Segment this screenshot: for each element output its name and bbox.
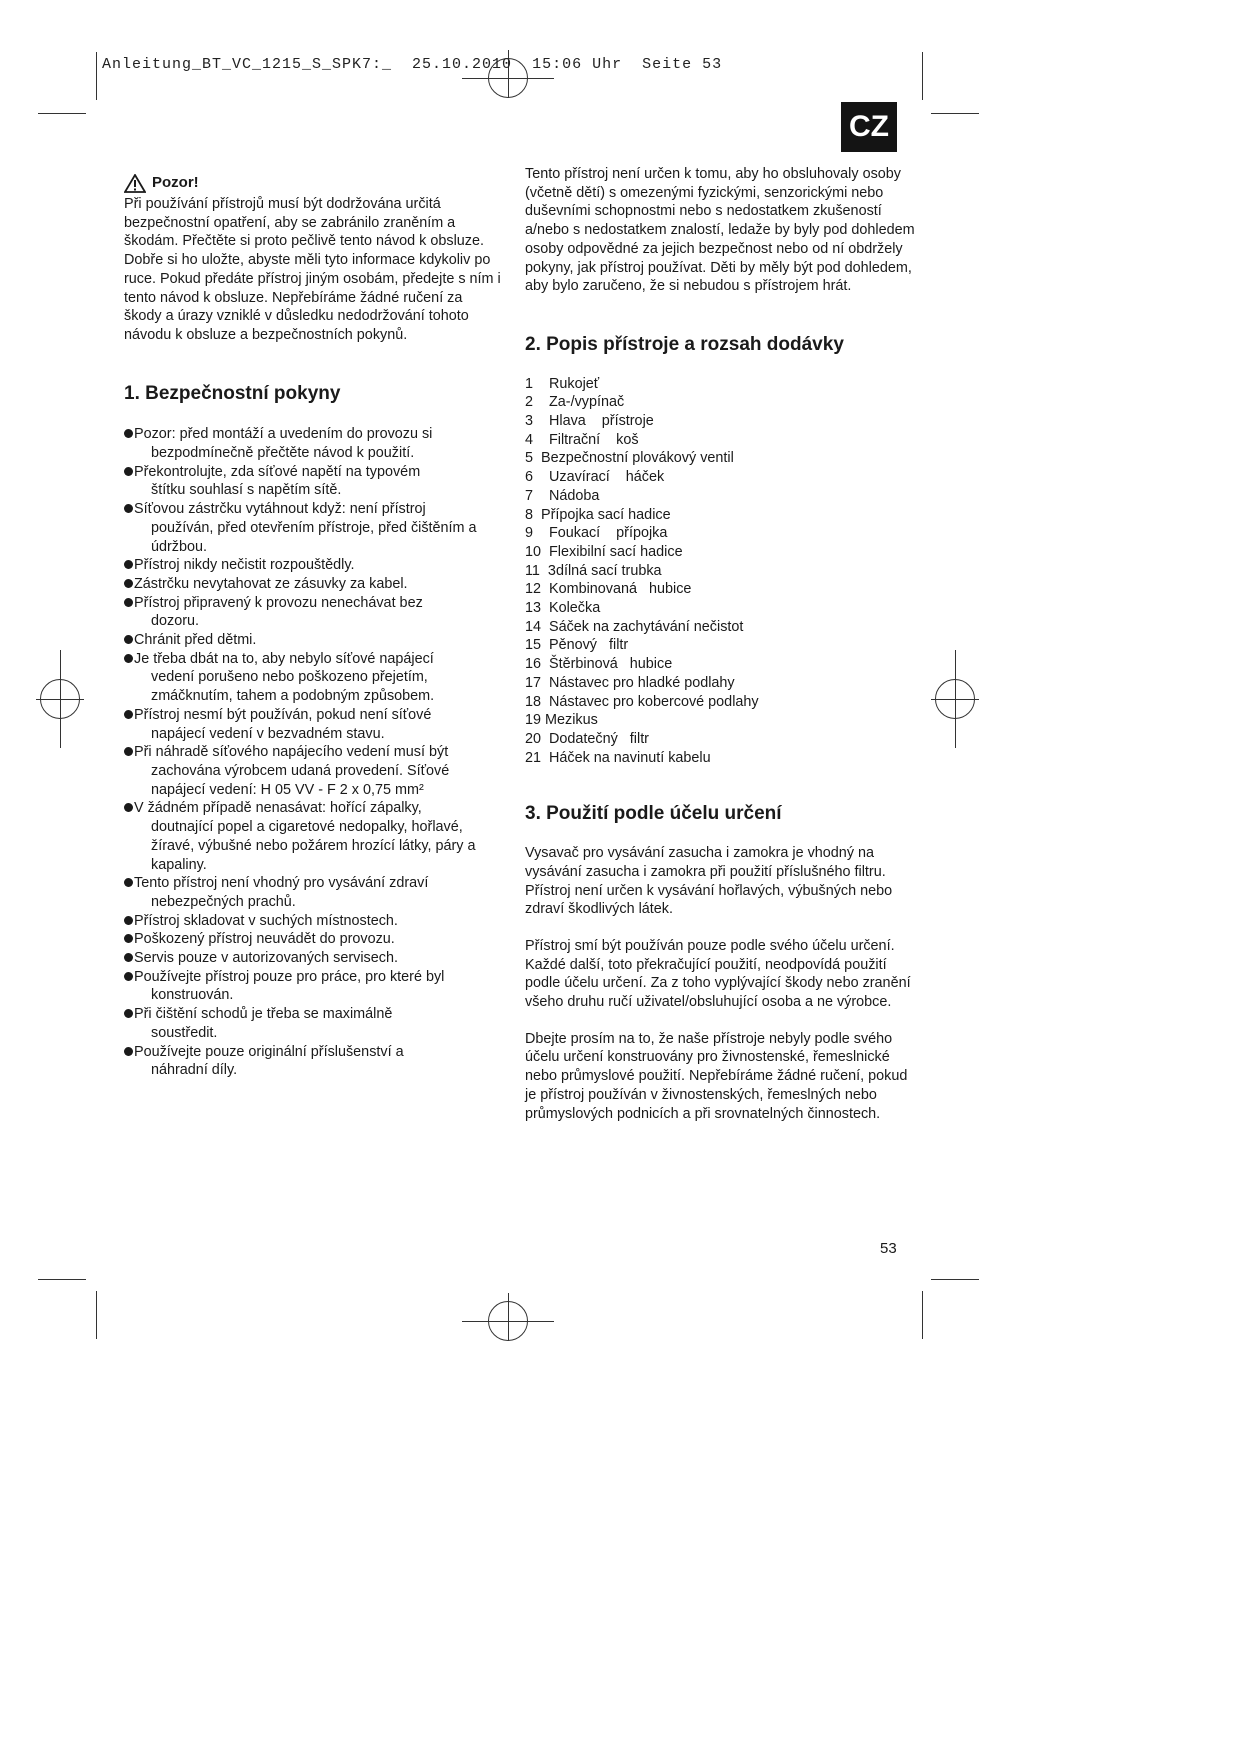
bullet-icon <box>124 579 133 588</box>
list-item: 6 Uzavírací háček <box>525 469 665 486</box>
bullet-icon <box>124 803 133 812</box>
paragraph: Přístroj smí být používán pouze podle svého účelu určení. Každé další, toto překračující použití, neodpovídá použití podle účelu určení. Za z toho vyplývající škody nebo zranění všeho druhu ručí uživatel/obsluhující osoba a ne výrobce. <box>525 937 911 1011</box>
list-item: 7 Nádoba <box>525 487 600 504</box>
list-item: Přístroj nesmí být používán, pokud není síťové napájecí vedení v bezvadném stavu. <box>124 706 502 743</box>
list-item: Zástrčku nevytahovat ze zásuvky za kabel. <box>124 575 502 594</box>
crop-mark <box>38 1279 86 1280</box>
list-item: Přístroj skladovat v suchých místnostech. <box>124 912 502 931</box>
list-item: Poškozený přístroj neuvádět do provozu. <box>124 930 502 949</box>
bullet-icon <box>124 560 133 569</box>
list-item: 21 Háček na navinutí kabelu <box>525 749 711 766</box>
bullet-icon <box>124 710 133 719</box>
bullet-icon <box>124 504 133 513</box>
list-item: 18 Nástavec pro kobercové podlahy <box>525 693 759 710</box>
list-item: Síťovou zástrčku vytáhnout když: není přístroj používán, před otevřením přístroje, před čištěním a údržbou. <box>124 500 502 556</box>
bullet-icon <box>124 972 133 981</box>
left-column <box>124 174 502 1080</box>
bullet-icon <box>124 1009 133 1018</box>
bullet-icon <box>124 598 133 607</box>
list-item: Přístroj připravený k provozu nenechávat bez dozoru. <box>124 594 502 631</box>
crop-mark <box>922 52 923 100</box>
bullet-icon <box>124 934 133 943</box>
list-item: 19 Mezikus <box>525 712 598 729</box>
list-item: Používejte pouze originální příslušenství a náhradní díly. <box>124 1043 502 1080</box>
list-item: Servis pouze v autorizovaných servisech. <box>124 949 502 968</box>
list-item: 4 Filtrační koš <box>525 431 639 448</box>
crop-mark <box>96 1291 97 1339</box>
crop-mark <box>38 113 86 114</box>
registration-mark <box>60 650 61 748</box>
warning-heading <box>124 174 502 193</box>
list-item: Používejte přístroj pouze pro práce, pro které byl konstruován. <box>124 968 502 1005</box>
paragraph: Vysavač pro vysávání zasucha i zamokra je vhodný na vysávání zasucha i zamokra při použití příslušného filtru. Přístroj není určen k vysávání hořlavých, výbušných nebo zdraví škodlivých látek. <box>525 845 893 918</box>
paragraph: Dbejte prosím na to, že naše přístroje nebyly podle svého účelu určení konstruovány pro živnostenské, řemeslnické nebo průmyslové použití. Nepřebíráme žádné ručení, pokud je přístroj používán v živnostenských, řemeslných nebo průmyslových podnicích a při srovnatelných činnostech. <box>525 1030 908 1122</box>
crop-mark <box>96 52 97 100</box>
list-item: 20 Dodatečný filtr <box>525 730 649 747</box>
list-item: 1 Rukojeť <box>525 375 600 392</box>
page-number: 53 <box>880 1240 897 1257</box>
language-badge: CZ <box>841 102 897 152</box>
registration-mark <box>508 1293 509 1341</box>
section-1-title: 1. Bezpečnostní pokyny <box>124 382 341 404</box>
section-3-title: 3. Použití podle účelu určení <box>525 803 782 825</box>
list-item: Při náhradě síťového napájecího vedení musí být zachována výrobcem udaná provedení. Síťové napájecí vedení: H 05 VV - F 2 x 0,75 mm² <box>124 743 502 799</box>
list-item: 14 Sáček na zachytávání nečistot <box>525 618 744 635</box>
bullet-icon <box>124 429 133 438</box>
bullet-icon <box>124 654 133 663</box>
warning-title: Pozor! <box>152 174 199 192</box>
list-item: 17 Nástavec pro hladké podlahy <box>525 674 735 691</box>
list-item: 2 Za-/vypínač <box>525 394 625 411</box>
list-item: Tento přístroj není vhodný pro vysávání zdraví nebezpečných prachů. <box>124 874 502 911</box>
crop-mark <box>922 1291 923 1339</box>
warning-triangle-icon <box>124 174 146 193</box>
list-item: 9 Foukací přípojka <box>525 525 668 542</box>
bullet-icon <box>124 467 133 476</box>
warning-text: Při používání přístrojů musí být dodržována určitá bezpečnostní opatření, aby se zabránilo zraněním a škodám. Přečtěte si proto pečlivě tento návod k obsluze. Dobře si ho uložte, abyste měli tyto informace kdykoliv po ruce. Pokud předáte přístroj jiným osobám, předejte s ním i tento návod k obsluze. Nepřebíráme žádné ručení za škody a úrazy vzniklé v důsledku nedodržování tohoto návodu k obsluze a bezpečnostních pokynů. <box>124 196 501 343</box>
list-item: 13 Kolečka <box>525 600 601 617</box>
section-2-title: 2. Popis přístroje a rozsah dodávky <box>525 333 844 355</box>
right-column <box>525 165 915 1123</box>
registration-mark <box>955 650 956 748</box>
list-item: 5 Bezpečnostní plovákový ventil <box>525 450 734 467</box>
bullet-icon <box>124 747 133 756</box>
list-item: 15 Pěnový filtr <box>525 637 629 654</box>
bullet-icon <box>124 953 133 962</box>
crop-mark <box>931 1279 979 1280</box>
list-item: V žádném případě nenasávat: hořící zápalky, doutnající popel a cigaretové nedopalky, hořlavé, žíravé, výbušné nebo požárem hrozící látky, páry a kapaliny. <box>124 799 502 874</box>
list-item: 16 Štěrbinová hubice <box>525 656 673 673</box>
list-item: 11 3dílná sací trubka <box>525 562 662 579</box>
bullet-icon <box>124 635 133 644</box>
bullet-icon <box>124 1047 133 1056</box>
safety-list <box>124 425 502 1080</box>
parts-list <box>525 375 915 768</box>
list-item: Při čištění schodů je třeba se maximálně soustředit. <box>124 1005 502 1042</box>
list-item: Chránit před dětmi. <box>124 631 502 650</box>
supervision-note: Tento přístroj není určen k tomu, aby ho obsluhovaly osoby (včetně dětí) s omezenými fyzickými, senzorickými nebo duševními schopnostmi nebo s nedostatkem zkušeností a/nebo s nedostatkem znalostí, ledaže by byly pod dohledem osoby odpovědné za jejich bezpečnost nebo od ní obdržely pokyny, jak přístroj používat. Děti by měly být pod dohledem, aby bylo zaručeno, že si nebudou s přístrojem hrát. <box>525 166 915 295</box>
bullet-icon <box>124 916 133 925</box>
list-item: 3 Hlava přístroje <box>525 413 654 430</box>
list-item: 8 Přípojka sací hadice <box>525 506 671 523</box>
crop-mark <box>931 113 979 114</box>
list-item: Je třeba dbát na to, aby nebylo síťové napájecí vedení porušeno nebo poškozeno přejetím, zmáčknutím, tahem a podobným způsobem. <box>124 650 502 706</box>
list-item: 10 Flexibilní sací hadice <box>525 543 683 560</box>
list-item: 12 Kombinovaná hubice <box>525 581 692 598</box>
list-item: Pozor: před montáží a uvedením do provozu si bezpodmínečně přečtěte návod k použití. <box>124 425 502 462</box>
list-item: Překontrolujte, zda síťové napětí na typovém štítku souhlasí s napětím sítě. <box>124 463 502 500</box>
print-header: Anleitung_BT_VC_1215_S_SPK7:_ 25.10.2010 15:06 Uhr Seite 53 <box>102 56 723 73</box>
list-item: Přístroj nikdy nečistit rozpouštědly. <box>124 556 502 575</box>
bullet-icon <box>124 878 133 887</box>
